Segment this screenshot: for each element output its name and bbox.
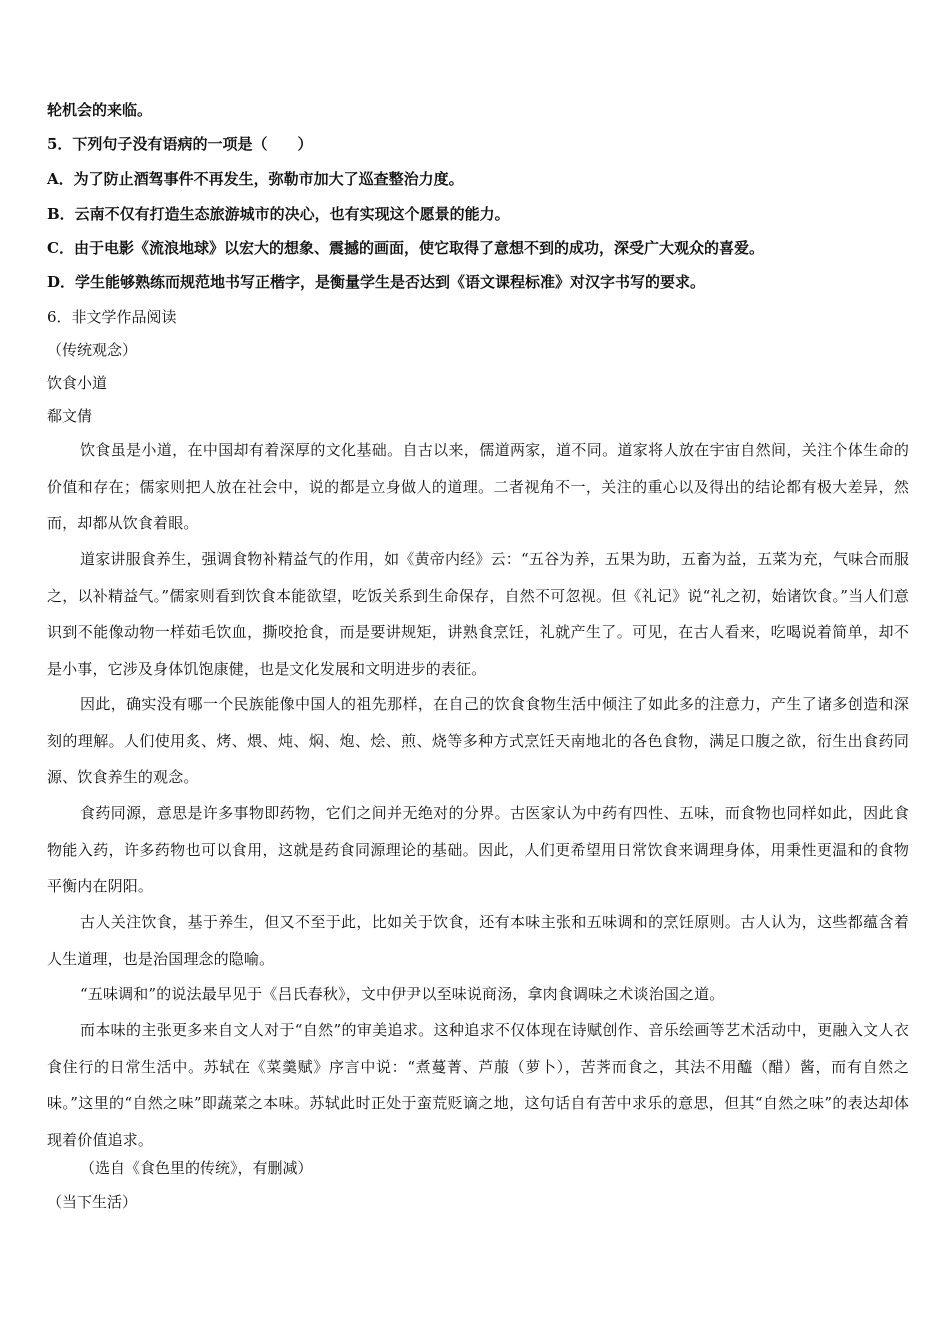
article-paragraph-3: 因此，确实没有哪一个民族能像中国人的祖先那样，在自己的饮食食物生活中倾注了如此多的注意力，产生了诸多创造和深刻的理解。人们使用炙、烤、煨、炖、焖、炮、烩、煎、烧等多种方式烹饪天南地北的各色食物，满足口腹之欲，衍生出食药同源、饮食养生的观念。: [47, 695, 909, 786]
question5-option-c: C．由于电影《流浪地球》以宏大的想象、震撼的画面，使它取得了意想不到的成功，深受广大观众的喜爱。: [47, 239, 764, 257]
article-author: 郗文倩: [47, 407, 93, 425]
article-source: （选自《食色里的传统》，有删减）: [80, 1159, 313, 1177]
article-title: 饮食小道: [47, 374, 108, 392]
article-paragraph-7: 而本味的主张更多来自文人对于“自然”的审美追求。这种追求不仅体现在诗赋创作、音乐绘画等艺术活动中，更融入文人衣食住行的日常生活中。苏轼在《菜羹赋》序言中说：“煮蔓菁、芦菔（萝卜），苦荠而食之，其法不用醯（醋）酱，而有自然之味。”这里的“自然之味”即蔬菜之本味。苏轼此时正处于蛮荒贬谪之地，这句话自有苦中求乐的意思，但其“自然之味”的表达却体现着价值追求。: [47, 1021, 909, 1149]
question5-option-a: A．为了防止酒驾事件不再发生，弥勒市加大了巡查整治力度。: [47, 170, 464, 188]
question5-option-b: B．云南不仅有打造生态旅游城市的决心，也有实现这个愿景的能力。: [47, 205, 510, 223]
article-paragraph-2: 道家讲服食养生，强调食物补精益气的作用，如《黄帝内经》云：“五谷为养，五果为助，五畜为益，五菜为充，气味合而服之，以补精益气。”儒家则看到饮食本能欲望，吃饭关系到生命保存，自然不可忽视。但《礼记》说“礼之初，始诸饮食。”当人们意识到不能像动物一样茹毛饮血，撕咬抢食，而是要讲规矩，讲熟食烹饪，礼就产生了。可见，在古人看来，吃喝说着简单，却不是小事，它涉及身体饥饱康健，也是文化发展和文明进步的表征。: [47, 550, 909, 678]
section-label-current-life: （当下生活）: [47, 1193, 138, 1211]
article-paragraph-5: 古人关注饮食，基于养生，但又不至于此，比如关于饮食，还有本味主张和五味调和的烹饪原则。古人认为，这些都蕴含着人生道理，也是治国理念的隐喻。: [47, 913, 909, 968]
question5-stem: 5．下列句子没有语病的一项是（ ）: [47, 135, 313, 153]
article-paragraph-6: “五味调和”的说法最早见于《吕氏春秋》，文中伊尹以至味说商汤，拿肉食调味之术谈治国之道。: [80, 985, 725, 1003]
question4-tail: 轮机会的来临。: [47, 101, 153, 119]
article-paragraph-1: 饮食虽是小道，在中国却有着深厚的文化基础。自古以来，儒道两家，道不同。道家将人放在宇宙自然间，关注个体生命的价值和存在；儒家则把人放在社会中，说的都是立身做人的道理。二者视角不一，关注的重心以及得出的结论都有极大差异，然而，却都从饮食着眼。: [47, 441, 909, 532]
section-label-traditional: （传统观念）: [47, 341, 138, 359]
article-paragraph-4: 食药同源，意思是许多事物即药物，它们之间并无绝对的分界。古医家认为中药有四性、五味，而食物也同样如此，因此食物能入药，许多药物也可以食用，这就是药食同源理论的基础。因此，人们更希望用日常饮食来调理身体，用秉性更温和的食物平衡内在阴阳。: [47, 804, 909, 895]
question5-option-d: D．学生能够熟练而规范地书写正楷字，是衡量学生是否达到《语文课程标准》对汉字书写的要求。: [47, 273, 706, 291]
question6-stem: 6．非文学作品阅读: [47, 308, 177, 326]
